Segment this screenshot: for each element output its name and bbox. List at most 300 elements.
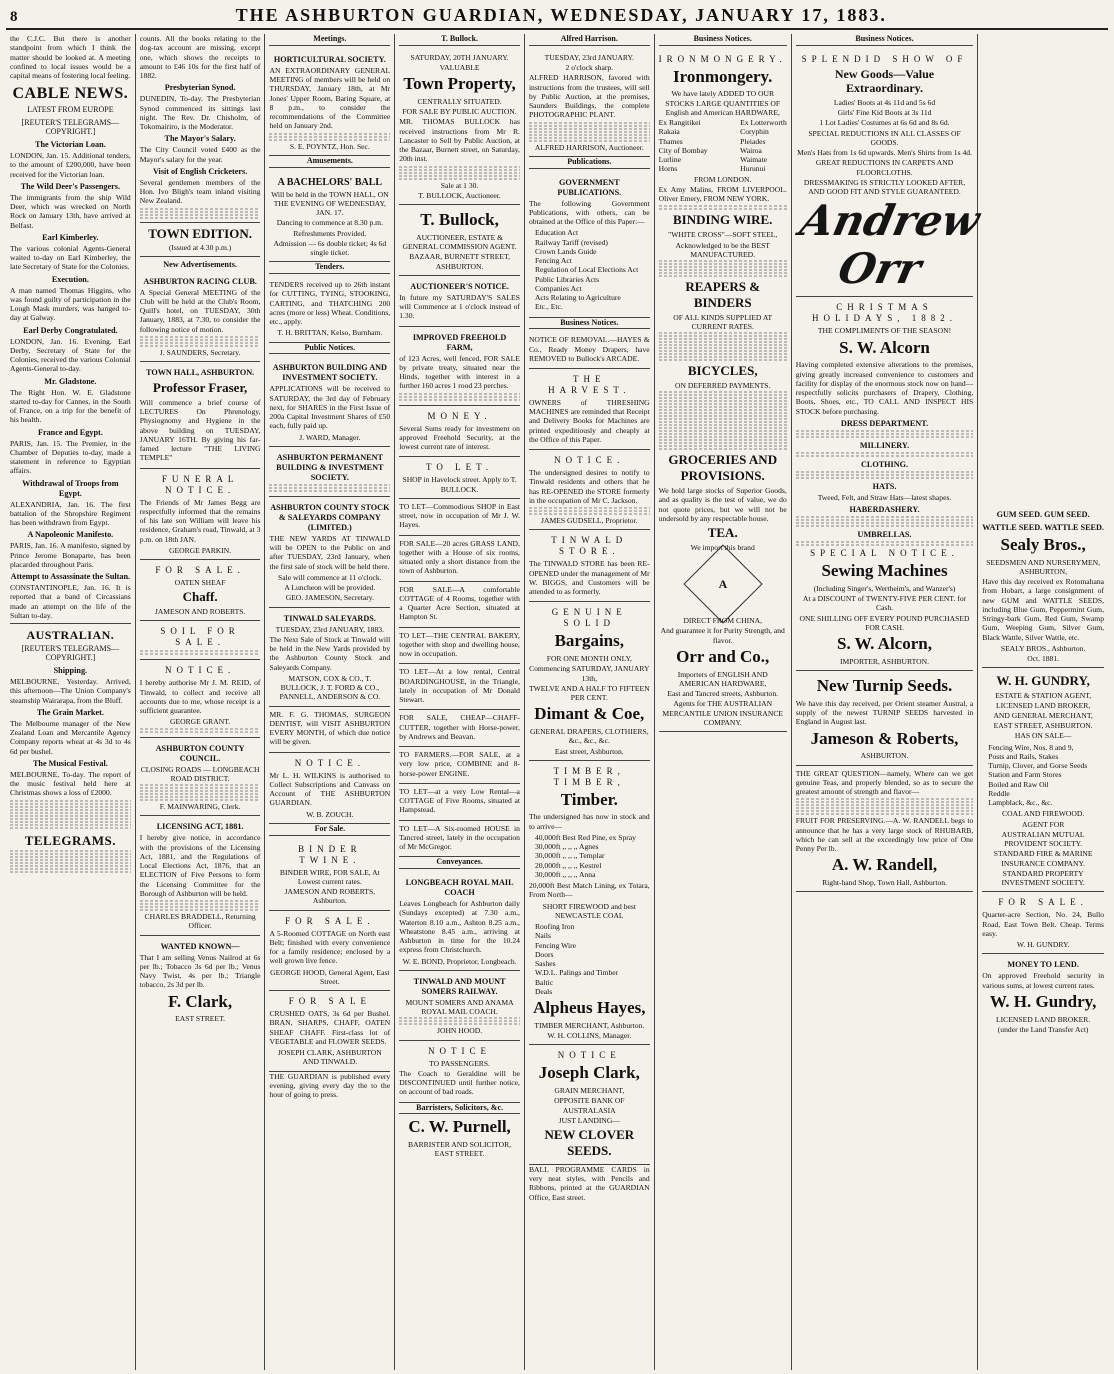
ad-sub: THE COMPLIMENTS OF THE SEASON! (817, 326, 952, 336)
ad-text: Agents for THE AUSTRALIAN MERCANTILE UNION INSURANCE COMPANY. (662, 699, 784, 727)
ad-name: T. Bullock, (420, 210, 499, 230)
auctioneer-notice (399, 276, 520, 327)
news-text: The City Council voted £400 as the Mayor's salary for the year. (139, 145, 261, 164)
ad-signature: ALFRED HARRISON, Auctioneer. (534, 142, 644, 152)
ad-title: SOIL FOR SALE. (160, 626, 240, 648)
ad-text: ALFRED HARRISON, favored with instructions from the trustees, will sell by Public Auction, at the premises, Saunders Buildings, the complete PHOTOGRAPHIC PLANT. (528, 73, 650, 120)
column-heading: Publications. (529, 157, 650, 169)
ad-address: East and Tancred streets, Ashburton. (667, 689, 779, 699)
ad-text: APPLICATIONS will be received to SATURDAY, the 3rd day of February next, for SHARES in the First Issue of 200a Capital Investment Shares of £50 each, fully paid up. (269, 384, 391, 431)
ad-signature: S. E. POYNTZ, Hon. Sec. (289, 141, 370, 151)
ad-text: FOR SALE, CHEAP—CHAFF-CUTTER, together with Horse-power, by Andrews and Beavan. (399, 713, 520, 741)
ad-name: Timber. (560, 789, 618, 809)
column-heading: Amusements. (269, 156, 390, 168)
ad-title: ASHBURTON BUILDING AND INVESTMENT SOCIETY. (272, 363, 387, 383)
ad-name: W. H. Gundry, (989, 991, 1097, 1011)
ad-text: Ex Amy Malins, FROM LIVERPOOL. Oliver Emery, FROM NEW YORK. (658, 184, 787, 204)
ad-sub: AUSTRALIAN MUTUAL PROVIDENT SOCIETY. (1001, 829, 1085, 849)
list-item: Boiled and Raw Oil (988, 779, 1049, 789)
ad-text: FRUIT FOR PRESERVING.—A. W. RANDELL begs to announce that he has a very large stock of RHUBARB, which he can sell at the exceedingly low price of One Penny Per lb. (795, 816, 974, 854)
ad-text: TO LET—At a low rental, Central BOARDINGHOUSE, in the Triangle, lately in occupation of Mr Donald Stewart. (399, 667, 520, 705)
let-item (399, 499, 520, 536)
ad-text: A Special General MEETING of the Club will be held at the Club's Room, Quill's hotel, on TUESDAY, 30th January, 1883, at 7.30, to consider the following notice of motion. (139, 287, 261, 334)
ad-title: IMPROVED FREEHOLD FARM, (412, 332, 507, 352)
ad-text: TO LET—Commodious SHOP in East street, now in occupation of Mr J. W. Hayes. (399, 501, 520, 530)
ad-name: Orr and Co., (676, 646, 770, 666)
ad-sub: STANDARD FIRE & MARINE INSURANCE COMPANY. (993, 849, 1093, 868)
list-item: Etc., Etc. (534, 302, 563, 312)
column-heading: Conveyances. (399, 857, 520, 869)
ad-sub: TWELVE AND A HALF TO FIFTEEN PER CENT. (528, 683, 650, 703)
list-item: Deals (534, 986, 553, 996)
ad-sub: SHORT FIREWOOD and best NEWCASTLE COAL (542, 901, 636, 920)
bullock-card (399, 205, 520, 276)
ball-ad (269, 171, 390, 263)
ad-signature: J. WARD, Manager. (299, 432, 361, 442)
ad-name: Alpheus Hayes, (533, 998, 646, 1018)
timber-list (535, 833, 650, 879)
ad-text: Will be held in the TOWN HALL, ON THE EVENING OF WEDNESDAY, JAN. 17. (271, 189, 389, 218)
list-item: Horns (658, 164, 678, 174)
ad-text: TO FARMERS.—FOR SALE, at a very low price, COMBINE and 8-horse-power ENGINE. (399, 750, 520, 778)
list-item: Baltic (534, 977, 554, 987)
list-item: Public Libraries Acts (534, 274, 600, 284)
column-heading: Business Notices. (659, 34, 787, 46)
news-text: ALEXANDRIA, Jan. 16. The first battalion of the Shropshire Regiment has been withdrawn from Egypt. (10, 499, 131, 528)
ad-text: The TINWALD STORE has been RE-OPENED under the management of Mr W. BIGGS, and Customers will be attended to as formerly. (528, 559, 650, 597)
ad-text: OWNERS of THRESHING MACHINES are reminded that Receipt and Delivery Books for Machines are printed expeditiously and cheaply at the Office of this Paper. (528, 397, 650, 444)
gundry-list (988, 743, 1104, 808)
list-item: Ladies' Boots at 4s 11d and 5s 6d (833, 97, 936, 107)
ad-title: GUM SEED. GUM SEED. (996, 510, 1090, 519)
town-edition-heading: TOWN EDITION. (148, 225, 252, 241)
ad-text: In future my SATURDAY'S SALES will Commence at 1 o'clock instead of 1.30. (399, 292, 520, 321)
ad-title: GOVERNMENT PUBLICATIONS. (557, 177, 622, 197)
news-text: CONSTANTINOPLE, Jan. 16. It is reported that a band of Circassians made an attempt on the life of the Sultan to-day. (10, 583, 131, 620)
ad-title: ASHBURTON COUNTY STOCK & SALEYARDS COMPANY (LIMITED.) (270, 502, 390, 532)
dentist-ad (269, 707, 390, 753)
column-heading: Meetings. (269, 34, 390, 46)
ad-sub: STANDARD PROPERTY INVESTMENT SOCIETY. (1001, 868, 1085, 888)
column-heading: Alfred Harrison. (529, 34, 650, 46)
passenger-notice (399, 1041, 520, 1103)
ad-name: C. W. Purnell, (408, 1117, 511, 1137)
ad-text: BINDER WIRE, FOR SALE, At Lowest current rates. (279, 867, 380, 886)
ad-title: FUNERAL NOTICE. (161, 473, 239, 495)
cable-news-heading: CABLE NEWS. (12, 85, 129, 103)
ad-title: ASHBURTON COUNTY COUNCIL. (155, 743, 245, 763)
ad-name: Sealy Bros., (1000, 535, 1086, 554)
ad-name: New Goods—Value Extraordinary. (834, 66, 935, 96)
ad-text: That I am selling Venus Nailrod at 6s per lb.; Tobacco 3s 6d per lb.; Venus Navy Twist, 4s per lb.; Triangle tobacco, 2s 3d per lb. (139, 952, 261, 990)
news-text: PARIS, Jan. 15. The Premier, in the Chamber of Deputies to-day, made a statement in reference to Egyptian affairs. (10, 438, 131, 476)
ad-sub: SEEDSMEN AND NURSERYMEN, ASHBURTON, (986, 557, 1100, 576)
list-item: Lampblack, &c., &c. (988, 798, 1053, 808)
news-text: The Right Hon. W. E. Gladstone started to-day for Cannes, in the South of France, on a trip for the benefit of his health. (10, 387, 131, 425)
list-item: Hurunui (740, 164, 766, 174)
signature: Andrew Orr (795, 196, 984, 294)
ad-text: MR. F. G. THOMAS, SURGEON DENTIST, will VISIT ASHBURTON EVERY MONTH, of which due notice will be given. (269, 709, 391, 747)
ad-sub: OATEN SHEAF (174, 578, 226, 588)
ad-text: Will commence a brief course of LECTURES On Phrenology, Physiognomy and Hygiene in the above building on TUESDAY, JANUARY 16TH. By giving his far-famed lecture "THE LIVING TEMPLE" (139, 397, 261, 463)
ad-title: BINDER TWINE. (298, 843, 362, 865)
ad-name: REAPERS & BINDERS (685, 279, 761, 310)
list-item: Companies Act (534, 283, 582, 293)
list-item: Sashes (534, 959, 556, 969)
list-item: Doors (534, 949, 554, 959)
ad-title: TINWALD AND MOUNT SOMERS RAILWAY. (413, 976, 506, 996)
ad-text: On approved Freehold security in various sums, at lowest current rates. (982, 971, 1104, 990)
gundry-ad (982, 668, 1104, 892)
column-3 (265, 34, 395, 1370)
ad-name: Ironmongery. (673, 66, 773, 86)
saleyards-company-ad (269, 497, 390, 608)
list-item: Education Act (534, 228, 579, 238)
ad-text: The following Government Publications, with others, can be obtained at the Office of this Paper:— (528, 198, 650, 226)
professor-fraser-ad (140, 362, 261, 469)
let-item (399, 821, 520, 858)
ad-sub: CENTRALLY SITUATED. (417, 96, 502, 106)
soil-ad (140, 621, 261, 660)
chaff-ad (140, 560, 261, 621)
ad-signature: J. SAUNDERS, Secretary. (159, 347, 241, 357)
ad-text: We have lately ADDED TO OUR STOCKS LARGE QUANTITIES OF English and American HARDWARE, (665, 89, 781, 117)
cable-items (10, 140, 131, 620)
ad-sub: BARRISTER AND SOLICITOR, EAST STREET. (408, 1140, 512, 1159)
ad-text: AN EXTRAORDINARY GENERAL MEETING of members will be held on THURSDAY, January 18th, at Mr Jones' Upper Room, Baring Square, at 8 p.m., to consider the recommendations of the Committee held on January 2nd. (269, 65, 391, 131)
list-item: Girls' Fine Kid Boots at 3s 11d (837, 108, 932, 118)
news-text: LONDON, Jan. 15. Additional tenders, to the amount of £200,000, have been received for the Victorian loan. (10, 151, 131, 179)
ad-title: MONEY TO LEND. (1007, 960, 1079, 970)
news-text: DUNEDIN, To-day. The Presbyterian Synod commenced its sittings last night. The Rev. Dr. Chisholm, of Tokomairiro, is the Moderator. (139, 94, 261, 131)
coach-ad (399, 872, 520, 971)
ad-signature: SEALY BROS., Ashburton. (1000, 643, 1086, 653)
ad-text: Dancing to commence at 8.30 p.m. (276, 218, 383, 228)
list-item: Nails (534, 931, 551, 941)
news-text: A man named Thomas Higgins, who was found guilty of participation in the Lough Mask murders, was hanged to-day at Galway. (10, 285, 131, 323)
harrison-ad (529, 49, 650, 157)
column-heading: Barristers, Solicitors, &c. (399, 1103, 520, 1115)
somers-ad (399, 971, 520, 1041)
joseph-clark-ad (529, 1045, 650, 1164)
ad-title: FOR SALE. (285, 915, 375, 926)
ad-text: THE GREAT QUESTION—namely, Where can we get genuine Teas, and properly blended, so as to secure the greatest amount of strength and flavor— (795, 768, 974, 797)
ad-sub: "WHITE CROSS"—SOFT STEEL, (668, 230, 778, 240)
gov-publications-ad (529, 172, 650, 318)
ad-text: Leaves Longbeach for Ashburton daily (Sundays excepted) at 7.30 a.m., Waterton 8.10 a.m., Ashton 8.25 a.m., Wheatstone 8.45 a.m., arriving at Ashburton in time for the 10.24 express from Christchurch. (399, 899, 520, 955)
ad-signature: JOHN HOOD. (437, 1026, 483, 1036)
news-head: The Mayor's Salary. (164, 134, 236, 144)
ad-signature: W. H. GUNDRY. (1016, 940, 1070, 950)
ad-title: ASHBURTON PERMANENT BUILDING & INVESTMENT SOCIETY. (276, 452, 384, 482)
ship-list-left (659, 118, 708, 174)
ad-sub: CLOSING ROADS — LONGBEACH ROAD DISTRICT. (140, 764, 260, 783)
ad-name: S. W. Alcorn, (837, 634, 932, 654)
ad-text: Sale will commence at 11 o'clock. (278, 572, 382, 582)
ad-text: NOTICE OF REMOVAL.—HAYES & Co., Ready Money Drapers, have REMOVED to Bullock's ARCADE. (528, 335, 650, 363)
new-ads-heading: New Advertisements. (163, 259, 237, 269)
ad-text: FOR SALE—A comfortable COTTAGE of 4 Rooms, together with a Quarter Acre Section, situated at Hampton St. (399, 584, 520, 622)
ad-sub: GENERAL DRAPERS, CLOTHIERS, &c., &c., &c. (529, 727, 649, 746)
ad-title: NOTICE. (294, 757, 365, 768)
news-head: Shipping. (53, 666, 88, 676)
ad-sub: AND GENERAL MERCHANT, (993, 710, 1093, 720)
list-item: Turnip, Clover, and Gorse Seeds (988, 761, 1088, 771)
clark-ad (140, 936, 261, 1028)
let-item (399, 664, 520, 710)
list-item: Thames (658, 136, 683, 146)
ad-text: Men's Hats from 1s 6d upwards. Men's Shirts from 1s 4d. (797, 148, 972, 158)
ad-title: ASHBURTON RACING CLUB. (143, 276, 257, 286)
let-item (399, 747, 520, 784)
news-head: The Grain Market. (36, 707, 104, 717)
ad-sub: IMPORTER, ASHBURTON. (839, 656, 930, 666)
column-heading: T. Bullock. (399, 34, 520, 46)
ad-text: We have this day received, per Orient steamer Austral, a supply of the newest TURNIP SEEDS harvested in England in August last. (795, 698, 974, 727)
ad-sub: OF ALL KINDS SUPPLIED AT CURRENT RATES. (673, 312, 773, 332)
columns (6, 34, 1108, 1370)
ad-text: I hereby give notice, in accordance with the provisions of the Licensing Act, 1881, and the Regulations of Local Elections Act, 1876, that an ELECTION of Five Persons to form the Licensing Committee for the Borough of Ashburton will be held. (139, 833, 261, 898)
gudsell-notice (529, 450, 650, 530)
ad-title: NOTICE (557, 1050, 621, 1061)
ad-text: I hereby authorise Mr J. M. REID, of Tinwald, to collect and receive all accounts due to me, whose receipt is a sufficient guarantee. (139, 678, 261, 716)
news-head: Withdrawal of Troops from Egypt. (22, 478, 119, 498)
bargains-ad (529, 602, 650, 760)
horticultural-ad (269, 49, 390, 156)
list-item: Ex Lotterworth (740, 118, 787, 128)
ad-signature: GEORGE GRANT. (170, 717, 231, 727)
ad-signature: JAMESON AND ROBERTS. (154, 607, 246, 617)
list-item: City of Bombay (658, 145, 708, 155)
edition-time: (Issued at 4.30 p.m.) (168, 243, 232, 253)
ad-text: CRUSHED OATS, 3s 6d per Bushel. BRAN, SHARPS, CHAFF, OATEN SHEAF CHAFF. First-class lot of VEGETABLE and FLOWER SEEDS. (269, 1009, 391, 1046)
ad-title: GENUINE SOLID (551, 607, 627, 629)
ad-sub: FOR SALE BY PUBLIC AUCTION. (402, 107, 517, 117)
australian-heading: AUSTRALIAN. (26, 628, 115, 643)
ad-text: Sale at 1 30. (440, 180, 479, 190)
intro-text: the C.J.C. But there is another standpoint from which I think the matter should be looked at. A meeting confined to local issues would be a capital means of fostering local feeling. (10, 34, 131, 80)
ad-name: BICYCLES, (687, 363, 758, 379)
ad-sub: ON DEFERRED PAYMENTS. (675, 381, 771, 391)
ad-text: Refreshments Provided. (293, 228, 367, 238)
news-head: Attempt to Assassinate the Sultan. (10, 572, 131, 582)
news-head: The Musical Festival. (32, 758, 108, 768)
list-item: 30,000ft ,, ,, ,, Agnes (534, 842, 599, 852)
ad-address: EAST STREET. (175, 1014, 226, 1024)
ad-name: TEA. (707, 525, 738, 541)
ad-sub: UMBRELLAS. (857, 530, 912, 540)
ad-signature: W. E. BOND, Proprietor, Longbeach. (402, 956, 517, 966)
ad-text: THE NEW YARDS AT TINWALD will be OPEN to the Public on and after TUESDAY, 23rd January, when the first sale of stock will be held there. (269, 533, 391, 571)
ad-name: Jameson & Roberts, (810, 728, 959, 748)
list-item: Ex Rangitikei (658, 118, 701, 128)
ad-title: FOR SALE. (155, 565, 245, 576)
ad-title: HORTICULTURAL SOCIETY. (273, 54, 386, 64)
news-head: Mr. Gladstone. (44, 376, 97, 386)
guardian-notice: THE GUARDIAN is published every evening, giving every day the to the hour of going to press. (269, 1071, 391, 1100)
ad-title: TO LET. (425, 462, 494, 473)
ad-address: ASHBURTON. (860, 751, 909, 761)
ad-title: TINWALD STORE. (551, 535, 628, 557)
ad-sub: SPECIAL REDUCTIONS IN ALL CLASSES OF GOODS. (808, 128, 961, 147)
harvest-ad (529, 369, 650, 450)
ad-text: A 5-Roomed COTTAGE on North east Belt; finished with every convenience for a family residence; enclosed by a well grown live fence. (269, 928, 391, 966)
ad-title: A BACHELORS' BALL (277, 176, 383, 188)
ad-address: EAST STREET, ASHBURTON. (993, 721, 1093, 731)
news-head: Execution. (51, 274, 89, 284)
ad-title: IRONMONGERY. (658, 53, 787, 64)
ad-name: A. W. Randell, (831, 855, 938, 875)
news-head: Earl Kimberley. (42, 232, 99, 242)
list-item: Posts and Rails, Stakes (988, 751, 1059, 761)
ad-sub: FROM LONDON. (694, 174, 752, 184)
column-6 (655, 34, 792, 1370)
column-heading: Business Notices. (796, 34, 974, 46)
ad-sub: Commencing SATURDAY, JANUARY 13th, (529, 664, 650, 683)
ad-sub: TO PASSENGERS. (429, 1058, 490, 1068)
ironmongery-ad (659, 49, 787, 732)
section-for-sale-ad (982, 892, 1104, 954)
let-item (399, 536, 520, 582)
list-item: 30,000ft ,, ,, ,, Anna (534, 869, 596, 879)
newspaper-title: THE ASHBURTON GUARDIAN, WEDNESDAY, JANUARY 17, 1883. (235, 5, 887, 25)
ad-date: 2 o'clock sharp. (565, 63, 614, 72)
ad-signature: JOSEPH CLARK, ASHBURTON AND TINWALD. (277, 1048, 382, 1067)
ad-text: of 123 Acres, well fenced, FOR SALE by private treaty, situated near the Hinds, together with interest in a further 160 acres 1 rood 23 perches. (399, 353, 520, 391)
news-head: France and Egypt. (37, 427, 103, 437)
ad-signature: W. B. ZOUCH. (306, 809, 354, 819)
grant-notice (140, 660, 261, 737)
let-item (399, 784, 520, 821)
alcorn-ad (796, 297, 974, 671)
tinwald-saleyards-ad (269, 608, 390, 707)
list-item: Lurline (658, 155, 682, 165)
ad-sub: TIMBER MERCHANT, Ashburton. (534, 1020, 645, 1030)
ad-sub: AUCTIONEER, ESTATE & GENERAL COMMISSION AGENT. (402, 232, 517, 252)
list-item: Railway Tariff (revised) (534, 237, 608, 247)
ad-title: NOTICE. (164, 665, 236, 676)
ad-sub: JUST LANDING— (558, 1115, 620, 1125)
building-list (535, 922, 650, 996)
news-text: Several gentlemen members of the Hon. Ivo Bligh's team inland visiting New Zealand. (139, 177, 261, 206)
licensing-ad (140, 816, 261, 935)
ball-programme-ad: BALL PROGRAMME CARDS in very neat styles, with Pencils and Ribbons, printed at the GUARDIAN Office, East street. (528, 1164, 650, 1202)
ad-signature: GEORGE PARKIN. (169, 545, 232, 555)
ad-name: S. W. Alcorn (839, 337, 930, 357)
list-item: Fencing Wire (534, 940, 577, 950)
ad-sub: ESTATE & STATION AGENT, LICENSED LAND BROKER, (995, 691, 1092, 710)
ad-text: We hold large stocks of Superior Goods, and as quality is the test of value, we do not quote prices, but we will not be undersold by any respectable house. (658, 486, 787, 523)
ad-title: SPECIAL NOTICE. (810, 548, 959, 559)
ad-signature: JAMESON AND ROBERTS, Ashburton. (284, 887, 376, 906)
ship-list-right (740, 118, 787, 174)
randell-ad (796, 766, 974, 893)
ad-sub: VALUABLE (439, 63, 480, 72)
news-text: MELBOURNE, Yesterday. Arrived, this afternoon—The Union Company's steamship Wairarapa, from the Bluff. (10, 677, 131, 705)
page-number: 8 (10, 9, 19, 25)
ad-title: FOR SALE. (998, 897, 1088, 908)
ad-text: The Friends of Mr James Begg are respectfully informed that the remains of his late son William will leave his residence, Graham's road, Tinwald, at 3 p.m. on 18th JAN. (139, 497, 261, 544)
column-8 (978, 34, 1108, 1370)
ad-title: LICENSING ACT, 1881. (156, 822, 244, 832)
list-item: 20,000ft ,, ,, ,, Kestrel (534, 860, 602, 870)
list-item: Fencing Act (534, 256, 572, 265)
ad-title: WATTLE SEED. WATTLE SEED. (982, 523, 1104, 532)
ad-title: SPLENDID SHOW OF (801, 53, 968, 64)
ad-sub: AGENT FOR (1022, 819, 1065, 829)
ad-name: Town Property, (403, 74, 516, 94)
ad-text: Have this day received ex Rotomahana from Hobart, a large consignment of new GUM and WATTLE SEEDS, including Blue Gum, Peppermint Gum, Stringy-bark Gum, Red Gum, Swamp Gum, Weeping Gum, Silver Gum, Black Wattle, Silver Wattle, etc. (982, 577, 1104, 642)
ad-title: WANTED KNOWN— (160, 941, 240, 951)
column-heading: Business Notices. (529, 318, 650, 330)
list-item: Acts Relating to Agriculture (534, 293, 621, 302)
ad-text: SHOP in Havelock street. Apply to T. BULLOCK. (402, 475, 517, 494)
news-text: The immigrants from the ship Wild Deer, which was wrecked on North Rock on January 13th, have arrived at Belfast. (10, 192, 131, 230)
list-item: Waimate (740, 155, 767, 165)
ad-signature: T. BULLOCK, Auctioneer. (418, 190, 501, 200)
ad-name: Joseph Clark, (538, 1063, 640, 1083)
news-head: A Napoleonic Manifesto. (27, 530, 114, 540)
ad-text: The undersigned has now in stock and to arrive— (528, 812, 650, 831)
ad-text: TO LET—at a very Low Rental—a COTTAGE of Five Rooms, situated at Hampstead. (399, 786, 520, 815)
ad-name: W. H. GUNDRY, (996, 673, 1090, 689)
news-text: PARIS, Jan. 16. A manifesto, signed by Prince Jerome Bonaparte, has been placarded throughout Paris. (10, 541, 131, 569)
ship-lists (659, 118, 787, 174)
new-goods-ad (795, 49, 984, 298)
list-item: Fencing Wire, Nos. 8 and 9, (988, 742, 1074, 752)
intro-text: counts. All the books relating to the dog-tax account are missing, except one, which shows the receipts to amount to £46 10s for the first half of 1882. (139, 34, 261, 80)
ad-sub: CLOTHING. (860, 459, 909, 469)
ad-sub: HAS ON SALE— (1014, 731, 1072, 741)
list-item: Reddle (988, 788, 1010, 798)
ad-sub: Importers of ENGLISH AND AMERICAN HARDWARE, (677, 669, 768, 688)
town-property-ad (399, 49, 520, 205)
news-head: The Wild Deer's Passengers. (20, 181, 121, 191)
ad-name: Bargains, (554, 631, 625, 651)
ad-address: BAZAAR, BURNETT STREET, ASHBURTON. (409, 252, 511, 271)
column-1 (6, 34, 136, 1370)
ad-signature: GEO. JAMESON, Secretary. (285, 593, 374, 603)
money-to-lend-ad (982, 954, 1104, 1038)
list-item: Rakaia (658, 127, 680, 137)
ad-text: Tweed, Felt, and Straw Hats—latest shapes. (817, 492, 952, 502)
ad-sub: Acknowledged to be the BEST MANUFACTURED. (675, 240, 770, 259)
ad-sub: GRAIN MERCHANT, (554, 1086, 625, 1096)
ad-title: CHRISTMAS HOLIDAYS, 1882. (812, 302, 957, 324)
ad-text: MR. THOMAS BULLOCK has received instructions from Mr R. Lancaster to Sell by Public Auction, at the Bazaar, Burnett street, on Saturday, 20th inst. (399, 117, 520, 164)
ad-name: New Turnip Seeds. (816, 676, 953, 696)
ad-name: BINDING WIRE. (672, 212, 773, 228)
removal-ad (529, 332, 650, 369)
timber-ad (529, 761, 650, 1046)
ad-title: LONGBEACH ROYAL MAIL COACH (405, 878, 514, 898)
list-item: 40,000ft Best Red Pine, ex Spray (534, 832, 636, 842)
telegrams-heading: TELEGRAMS. (24, 832, 117, 848)
ad-sub: HATS. (872, 481, 897, 491)
list-item: Roofing Iron (534, 922, 575, 932)
masthead (6, 4, 1108, 30)
ad-signature: JAMES GUDSELL, Proprietor. (541, 516, 638, 526)
list-item: Station and Farm Stores (988, 770, 1062, 780)
ad-sub: (Including Singer's, Wertheim's, and Wanzer's) (813, 583, 956, 593)
list-item: 30,000ft ,, ,, ,, Templar (534, 851, 605, 861)
ad-text: Several Sums ready for investment on approved Freehold Security, at the lowest current rate of interest. (399, 423, 520, 452)
tinwald-store-ad (529, 530, 650, 602)
ad-text: 20,000ft Best Match Lining, ex Totara, From North— (528, 881, 650, 900)
funeral-notice (140, 469, 261, 560)
ad-date: TUESDAY, 23rd JANUARY. (544, 52, 634, 62)
list-item: Wairoa (740, 145, 762, 155)
